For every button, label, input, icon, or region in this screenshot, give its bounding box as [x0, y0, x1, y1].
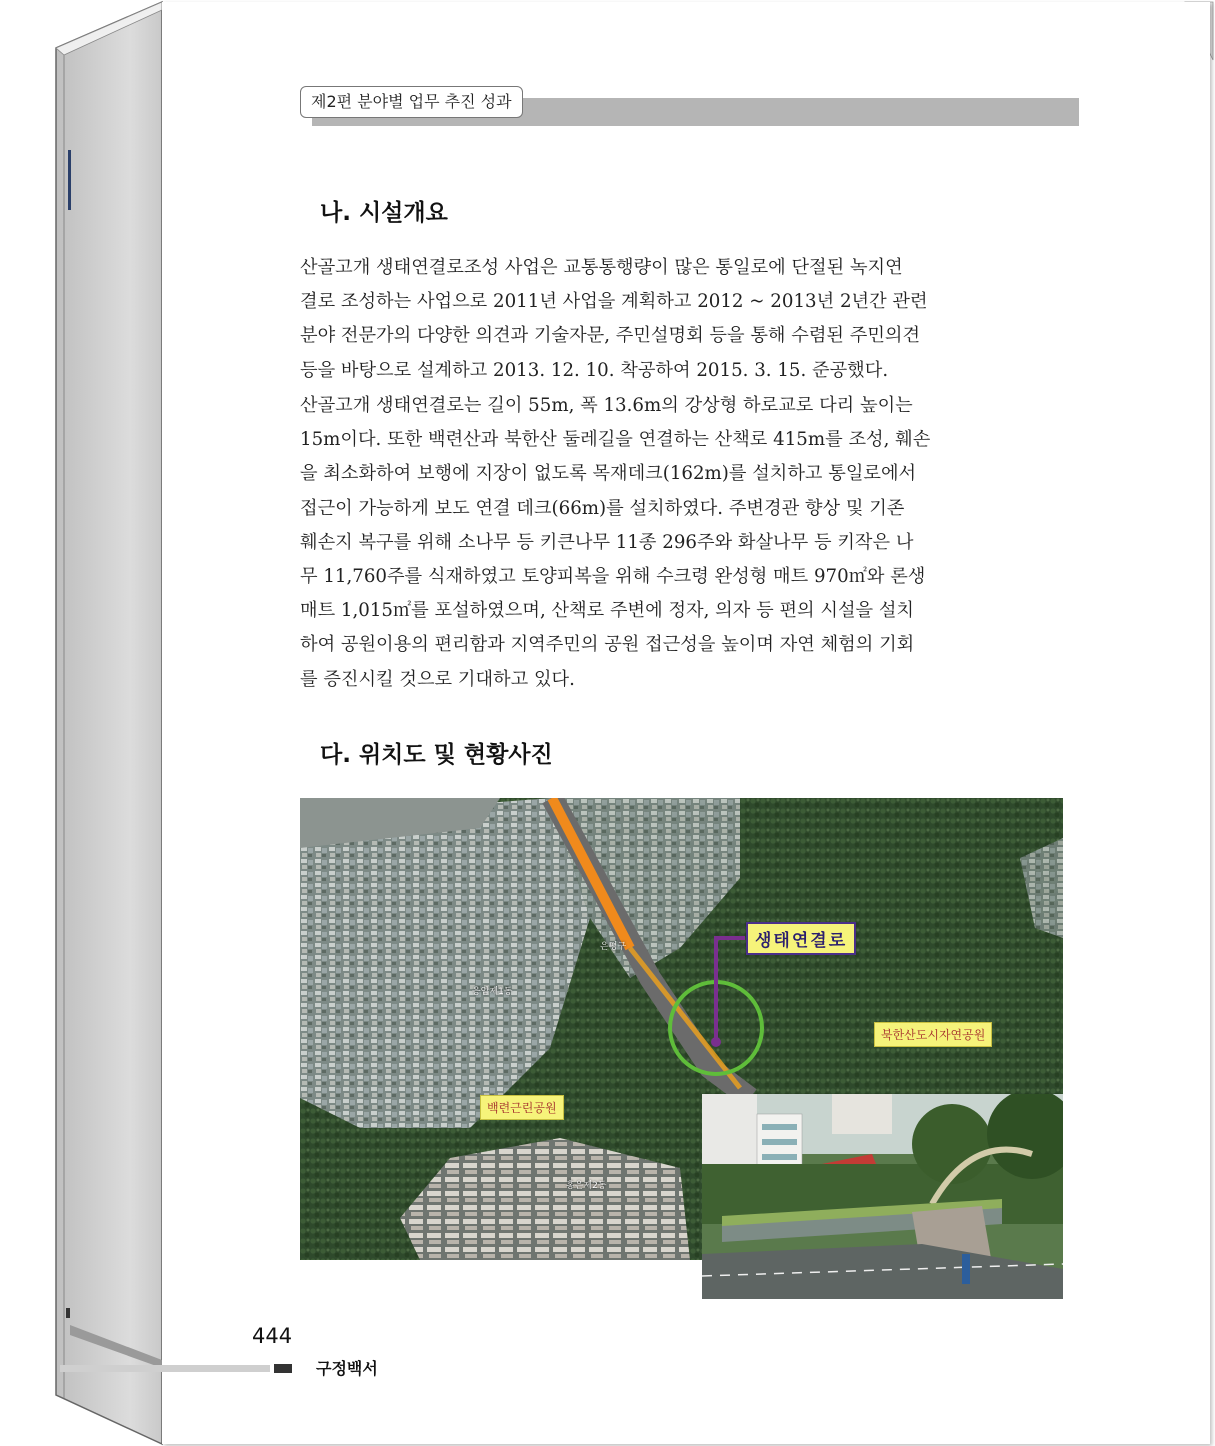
book-title: 구정백서 [316, 1359, 378, 1378]
bukhansan-park-label: 북한산도시자연공원 [874, 1022, 992, 1047]
section-title-location: 다. 위치도 및 현황사진 [320, 742, 553, 768]
overview-paragraph-1: 산골고개 생태연결로조성 사업은 교통통행량이 많은 통일로에 단절된 녹지연 결로 조성하는 사업으로 2011년 사업을 계획하고 2012 ~ 2013년 2년간 관련 분야 전문가의 다양한 의견과 기술자문, 주민설명회 등을 통해 수렴된 주민의견 등을 바탕으로 설계하고 2013. 12. 10. 착공하여 2015. 3. 15. 준공했다. [300, 257, 928, 381]
eco-bridge-label: 생태연결로 [746, 922, 856, 955]
eco-bridge-photo [702, 1094, 1063, 1299]
footer-bar [60, 1362, 292, 1374]
chapter-tab: 제2편 분야별 업무 추진 성과 [300, 86, 523, 118]
baekryeon-park-label: 백련근린공원 [480, 1095, 564, 1120]
district-label-eunpyeong: 은평구 [600, 942, 627, 952]
page-number: 444 [252, 1324, 293, 1348]
district-label-eungam: 응암제1동 [472, 987, 513, 997]
overview-paragraph-2: 산골고개 생태연결로는 길이 55m, 폭 13.6m의 강상형 하로교로 다리 높이는 15m이다. 또한 백련산과 북한산 둘레길을 연결하는 산책로 415m를 조성, 훼손 을 최소화하여 보행에 지장이 없도록 목재데크(162m)를 설치하고 통일로에서 접근이 가능하게 보도 연결 데크(66m)를 설치하였다. 주변경관 향상 및 기존 훼손지 복구를 위해 소나무 등 키큰나무 11종 296주와 화살나무 등 키작은 나 무 11,760주를 식재하였고 토양피복을 위해 수크령 완성형 매트 970㎡와 론생 매트 1,015㎡를 포설하였으며, 산책로 주변에 정자, 의자 등 편의 시설을 설치 하여 공원이용의 편리함과 지역주민의 공원 접근성을 높이며 자연 체험의 기회 를 증진시킬 것으로 기대하고 있다. [300, 395, 931, 690]
section-title-overview: 나. 시설개요 [320, 200, 448, 226]
district-label-hongeun: 홍은제2동 [566, 1181, 607, 1191]
